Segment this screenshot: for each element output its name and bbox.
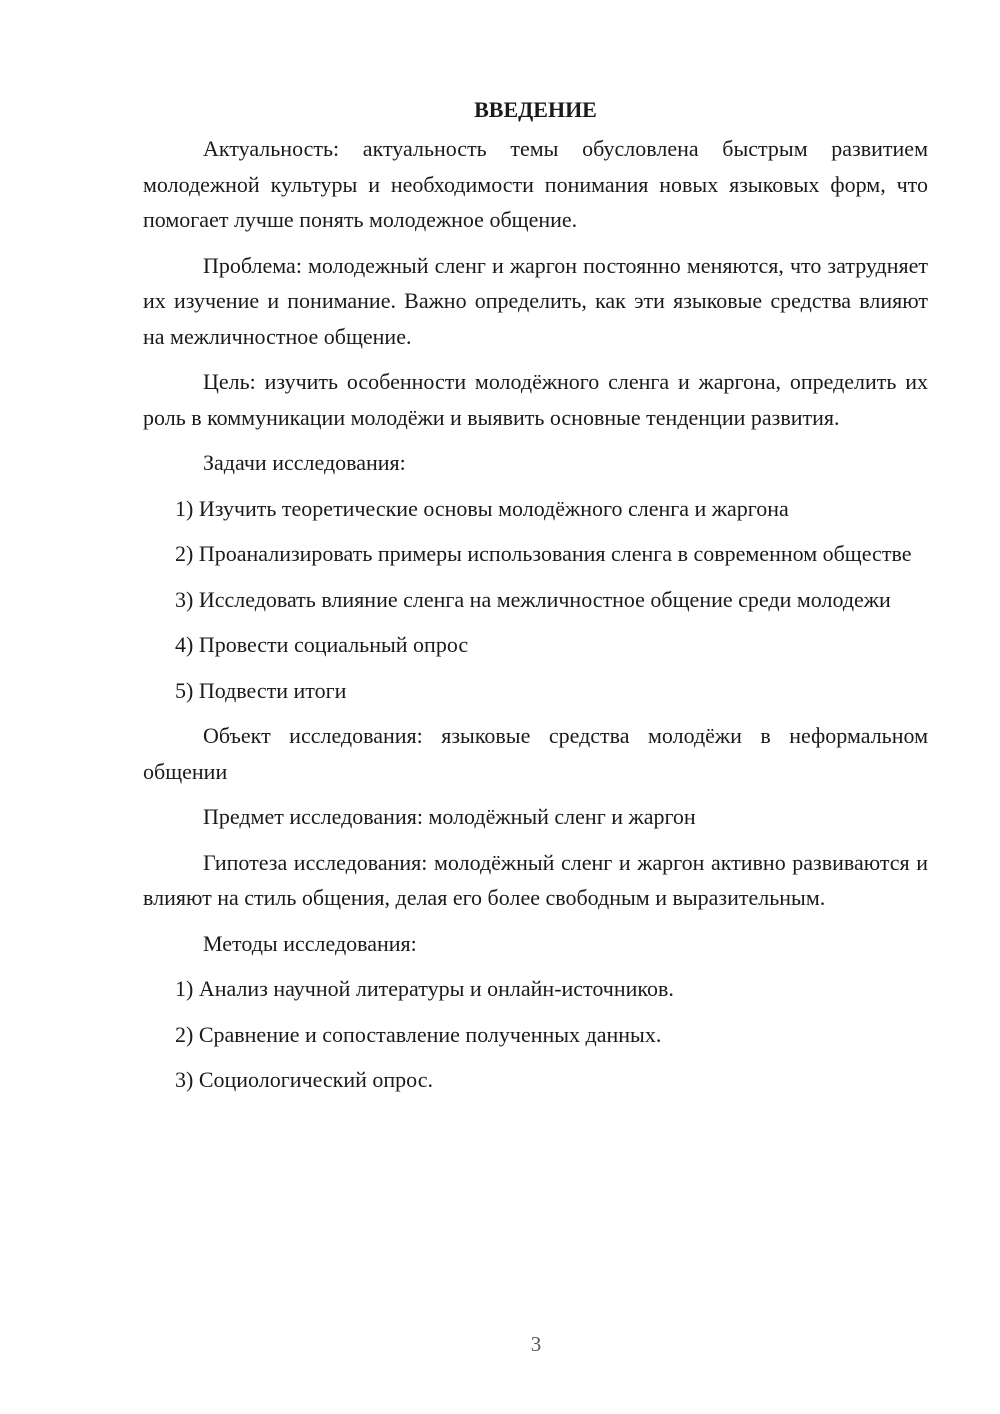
page-number: 3 xyxy=(530,1332,542,1356)
object-paragraph: Объект исследования: языковые средства молодёжи в неформальном общении xyxy=(143,723,928,784)
hypothesis-paragraph: Гипотеза исследования: молодёжный сленг и жаргон активно развиваются и влияют на стиль общения, делая его более свободным и выразительным. xyxy=(143,849,928,910)
task-item-4: 4) Провести социальный опрос xyxy=(175,632,469,657)
task-item-5: 5) Подвести итоги xyxy=(175,677,347,703)
tasks-heading: Задачи исследования: xyxy=(203,450,406,475)
methods-heading: Методы исследования: xyxy=(203,930,417,956)
task-item-1: 1) Изучить теоретические основы молодёжного сленга и жаргона xyxy=(175,495,789,521)
page-title: ВВЕДЕНИЕ xyxy=(474,97,597,122)
goal-paragraph: Цель: изучить особенности молодёжного сленга и жаргона, определить их роль в коммуникации молодёжи и выявить основные тенденции развития. xyxy=(143,369,928,430)
task-item-3: 3) Исследовать влияние сленга на межличностное общение среди молодежи xyxy=(175,586,891,612)
task-item-2: 2) Проанализировать примеры использования сленга в современном обществе xyxy=(175,541,912,566)
relevance-paragraph: Актуальность: актуальность темы обусловлена быстрым развитием молодежной культуры и необходимости понимания новых языковых форм, что помогает лучше понять молодежное общение. xyxy=(143,136,928,232)
subject-paragraph: Предмет исследования: молодёжный сленг и жаргон xyxy=(203,804,696,829)
method-item-2: 2) Сравнение и сопоставление полученных данных. xyxy=(175,1021,662,1047)
method-item-1: 1) Анализ научной литературы и онлайн-источников. xyxy=(175,976,674,1001)
method-item-3: 3) Социологический опрос. xyxy=(175,1067,433,1092)
problem-paragraph: Проблема: молодежный сленг и жаргон постоянно меняются, что затрудняет их изучение и понимание. Важно определить, как эти языковые средства влияют на межличностное общение. xyxy=(143,252,928,349)
document-page xyxy=(143,92,928,1108)
